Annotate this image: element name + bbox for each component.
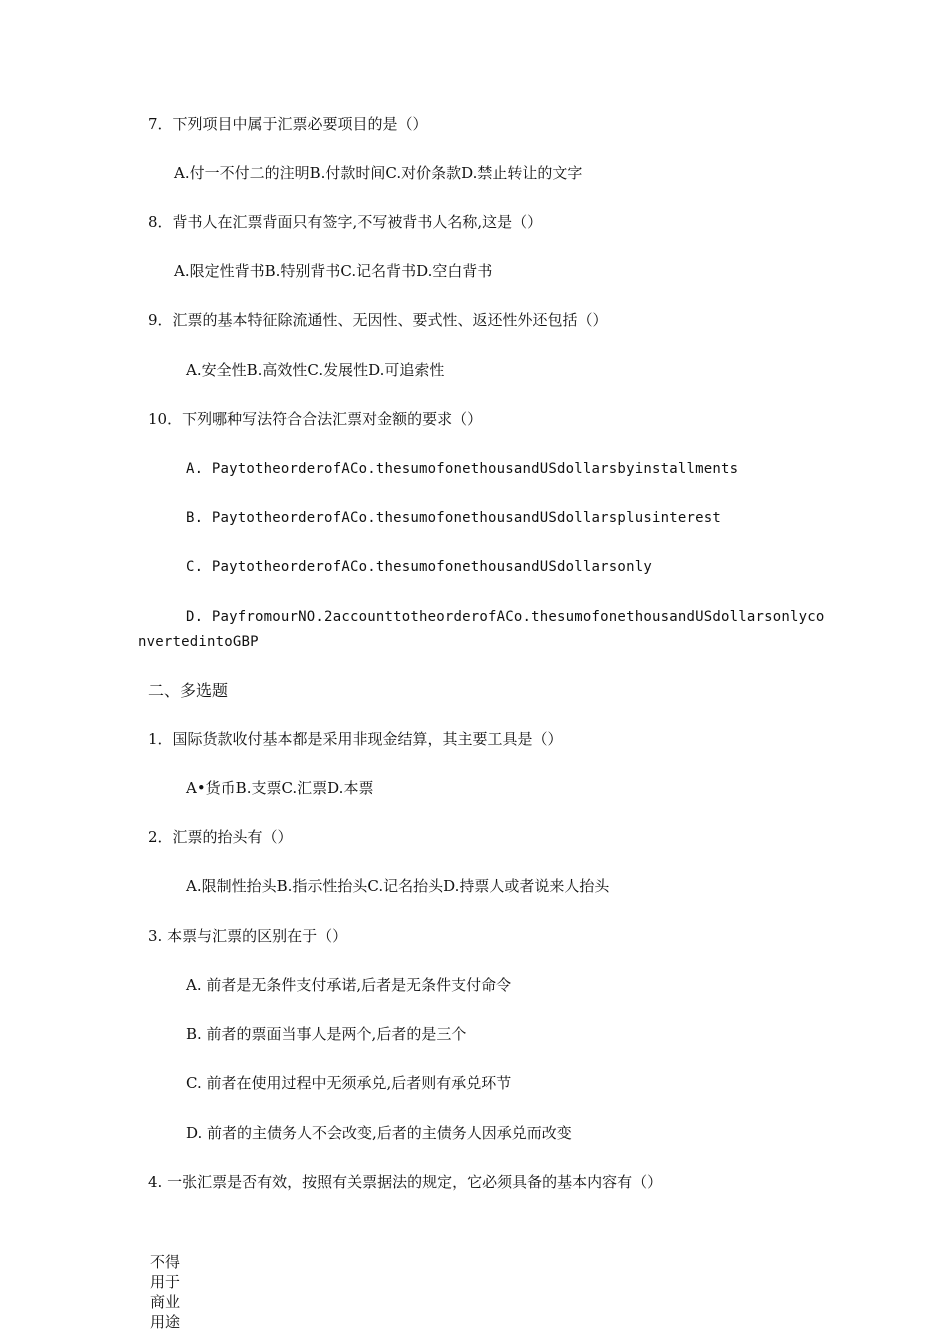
question-8: 8．背书人在汇票背面只有签字,不写被背书人名称,这是（）: [148, 213, 543, 231]
usage-notice-line: 商业: [150, 1293, 181, 1311]
question-10-option-b: B. PaytotheorderofACo.thesumofonethousandUSdollarsplusinterest: [186, 510, 721, 526]
multi-question-1: 1．国际货款收付基本都是采用非现金结算，其主要工具是（）: [148, 730, 563, 748]
multi-question-3-option-a: A. 前者是无条件支付承诺,后者是无条件支付命令: [186, 976, 512, 994]
multi-question-3-option-b: B. 前者的票面当事人是两个,后者的是三个: [186, 1025, 467, 1043]
question-10-option-a: A. PaytotheorderofACo.thesumofonethousandUSdollarsbyinstallments: [186, 461, 739, 477]
multi-question-1-options: A•货币B.支票C.汇票D.本票: [186, 779, 374, 797]
multi-question-2: 2．汇票的抬头有（）: [148, 828, 293, 846]
question-7-options: A.付一不付二的注明B.付款时间C.对价条款D.禁止转让的文字: [174, 164, 583, 182]
usage-notice: [150, 1252, 190, 1332]
question-10-option-c: C. PaytotheorderofACo.thesumofonethousandUSdollarsonly: [186, 559, 652, 575]
usage-notice-line: 用途: [150, 1313, 181, 1331]
usage-notice-line: 不得: [150, 1253, 181, 1271]
question-10-option-d-line1: D. PayfromourNO.2accounttotheorderofACo.thesumofonethousandUSdollarsonlyco: [186, 609, 825, 625]
question-7: 7．下列项目中属于汇票必要项目的是（）: [148, 115, 428, 133]
question-10-option-d-line2: nvertedintoGBP: [138, 634, 259, 650]
multi-question-2-options: A.限制性抬头B.指示性抬头C.记名抬头D.持票人或者说来人抬头: [186, 877, 610, 895]
question-9: 9．汇票的基本特征除流通性、无因性、要式性、返还性外还包括（）: [148, 311, 608, 329]
question-9-options: A.安全性B.高效性C.发展性D.可追索性: [186, 361, 445, 379]
question-8-options: A.限定性背书B.特别背书C.记名背书D.空白背书: [174, 262, 493, 280]
usage-notice-line: 用于: [150, 1273, 181, 1291]
multi-question-3-option-d: D. 前者的主债务人不会改变,后者的主债务人因承兑而改变: [186, 1124, 572, 1142]
multi-question-4: 4. 一张汇票是否有效，按照有关票据法的规定，它必须具备的基本内容有（）: [148, 1173, 663, 1191]
question-10: 10．下列哪种写法符合合法汇票对金额的要求（）: [148, 410, 483, 428]
section-title-multiple-choice: 二、多选题: [148, 681, 229, 700]
multi-question-3-option-c: C. 前者在使用过程中无须承兑,后者则有承兑环节: [186, 1074, 512, 1092]
multi-question-3: 3. 本票与汇票的区别在于（）: [148, 927, 348, 945]
